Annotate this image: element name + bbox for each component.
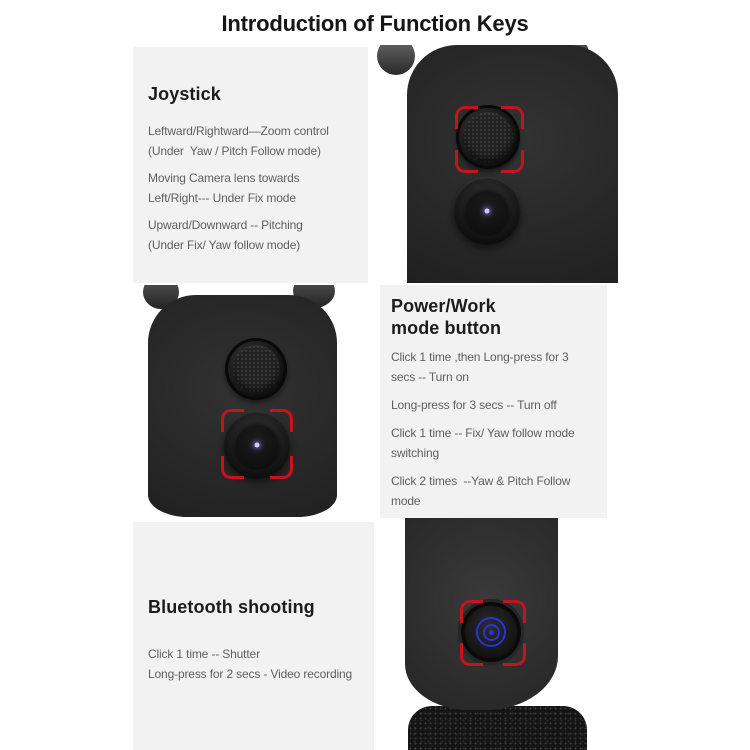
photo-bluetooth-button-highlight	[380, 518, 620, 750]
section-body-bluetooth	[148, 644, 364, 684]
paragraph	[148, 168, 358, 208]
joystick-textured-cap	[232, 345, 280, 393]
paragraph	[148, 644, 364, 664]
frame-corner-icon	[501, 150, 524, 173]
text-line: mode	[391, 494, 421, 508]
text-line: (Under Fix/ Yaw follow mode)	[148, 238, 301, 252]
gimbal-handle-body	[148, 295, 337, 517]
gimbal-textured-grip	[408, 706, 587, 750]
text-line: Click 1 time ,then Long-press for 3	[391, 350, 569, 364]
paragraph	[391, 423, 601, 463]
frame-corner-icon	[455, 106, 478, 129]
frame-corner-icon	[503, 600, 526, 623]
paragraph	[148, 121, 358, 161]
gimbal-motor-arm-icon	[377, 45, 415, 75]
text-line: Upward/Downward -- Pitching	[148, 218, 303, 232]
text-line: Leftward/Rightward—Zoom control	[148, 124, 329, 138]
text-line: secs -- Turn on	[391, 370, 469, 384]
heading-line: mode button	[391, 318, 502, 338]
panel-bluetooth-shooting	[133, 522, 374, 750]
frame-corner-icon	[221, 409, 244, 432]
section-body-power	[391, 347, 601, 511]
paragraph	[391, 471, 601, 511]
heading-line: Power/Work	[391, 296, 496, 316]
joystick-control-icon	[225, 338, 287, 400]
text-line: Left/Right--- Under Fix mode	[148, 191, 296, 205]
text-line: Click 2 times --Yaw & Pitch Follow	[391, 474, 571, 488]
frame-corner-icon	[501, 106, 524, 129]
frame-corner-icon	[460, 600, 483, 623]
power-button-icon	[453, 177, 521, 245]
panel-power-work-mode	[380, 285, 607, 518]
photo-joystick-highlight	[373, 45, 620, 283]
text-line: Click 1 time -- Shutter	[148, 647, 260, 661]
photo-power-button-highlight	[130, 285, 375, 518]
frame-corner-icon	[503, 643, 526, 666]
text-line: Long-press for 2 secs - Video recording	[148, 667, 353, 681]
text-line: switching	[391, 446, 440, 460]
section-heading-power	[391, 295, 601, 339]
frame-corner-icon	[460, 643, 483, 666]
status-led-icon	[485, 209, 490, 214]
highlight-frame-power-button	[221, 409, 293, 479]
frame-corner-icon	[270, 409, 293, 432]
text-line: Moving Camera lens towards	[148, 171, 300, 185]
text-line: Click 1 time -- Fix/ Yaw follow mode	[391, 426, 575, 440]
paragraph	[148, 215, 358, 255]
frame-corner-icon	[270, 456, 293, 479]
paragraph	[391, 395, 601, 415]
highlight-frame-joystick	[455, 106, 524, 173]
page-title: Introduction of Function Keys	[221, 11, 529, 36]
panel-joystick	[133, 47, 368, 283]
section-heading-bluetooth: Bluetooth shooting	[148, 597, 315, 617]
paragraph	[391, 347, 601, 387]
section-body-joystick	[148, 121, 358, 255]
text-line: (Under Yaw / Pitch Follow mode)	[148, 144, 321, 158]
frame-corner-icon	[455, 150, 478, 173]
highlight-frame-bluetooth-button	[460, 600, 526, 666]
frame-corner-icon	[221, 456, 244, 479]
section-heading-joystick: Joystick	[148, 84, 221, 104]
text-line: Long-press for 3 secs -- Turn off	[391, 398, 557, 412]
paragraph	[148, 664, 364, 684]
